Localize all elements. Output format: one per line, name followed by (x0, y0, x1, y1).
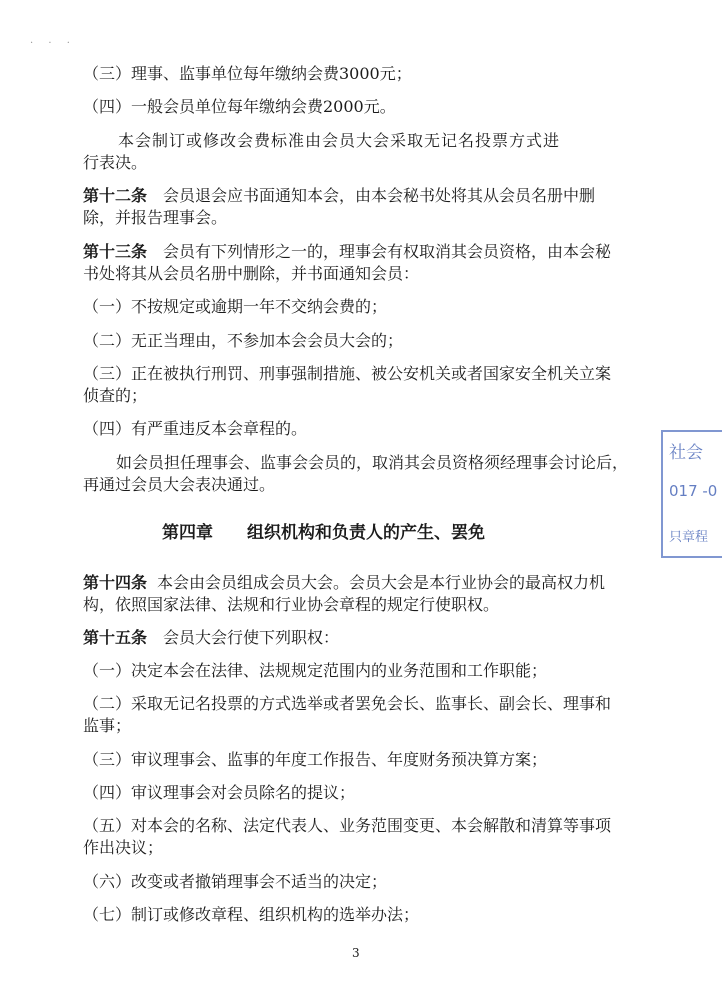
article-13-text: 会员有下列情形之一的，理事会有权取消其会员资格，由本会秘 (163, 242, 612, 261)
fee-standard-paragraph: 本会制订或修改会费标准由会员大会采取无记名投票方式进 (118, 131, 561, 150)
article-13-item-3: （三）正在被执行刑罚、刑事强制措施、被公安机关或者国家安全机关立案 (83, 364, 612, 383)
article-13-cont: 书处将其从会员名册中删除，并书面通知会员： (83, 264, 420, 283)
article-13-title: 第十三条 (83, 242, 148, 261)
article-12-cont: 除，并报告理事会。 (83, 208, 228, 227)
article-13 (83, 242, 611, 262)
article-14-cont: 构，依照国家法律、法规和行业协会章程的规定行使职权。 (83, 595, 500, 614)
article-15-item-5-cont: 作出决议； (83, 838, 164, 857)
article-15-title: 第十五条 (83, 628, 148, 647)
stamp-line-3: 只章程 (669, 530, 709, 545)
chapter-4-heading (162, 523, 485, 543)
stamp-line-1: 社会 (669, 443, 703, 463)
scan-artifact: · · · (30, 38, 76, 49)
article-15-item-2-cont: 监事； (83, 716, 132, 735)
article-12 (83, 186, 595, 206)
article-15-item-5: （五）对本会的名称、法定代表人、业务范围变更、本会解散和清算等事项 (83, 816, 612, 835)
article-12-text: 会员退会应书面通知本会，由本会秘书处将其从会员名册中删 (163, 186, 596, 205)
article-12-title: 第十二条 (83, 186, 148, 205)
article-15-item-7: （七）制订或修改章程、组织机构的选举办法； (83, 905, 420, 924)
fee-item-4: （四）一般会员单位每年缴纳会费2000元。 (83, 97, 396, 116)
article-15 (83, 628, 339, 648)
article-13-item-3-cont: 侦查的； (83, 386, 148, 405)
article-15-item-3: （三）审议理事会、监事的年度工作报告、年度财务预决算方案； (83, 750, 548, 769)
registration-stamp (661, 430, 722, 558)
article-14-text: 本会由会员组成会员大会。会员大会是本行业协会的最高权力机 (157, 573, 606, 592)
member-director-paragraph-cont: 再通过会员大会表决通过。 (83, 475, 276, 494)
article-15-item-1: （一）决定本会在法律、法规规定范围内的业务范围和工作职能； (83, 661, 548, 680)
chapter-4-title: 组织机构和负责人的产生、罢免 (247, 523, 485, 543)
article-15-item-6: （六）改变或者撤销理事会不适当的决定； (83, 872, 388, 891)
article-13-item-1: （一）不按规定或逾期一年不交纳会费的； (83, 297, 388, 316)
article-15-item-4: （四）审议理事会对会员除名的提议； (83, 783, 356, 802)
member-director-paragraph: 如会员担任理事会、监事会会员的，取消其会员资格须经理事会讨论后， (116, 453, 629, 472)
article-13-item-2: （二）无正当理由，不参加本会会员大会的； (83, 331, 404, 350)
page-number: 3 (352, 946, 360, 960)
article-14-title: 第十四条 (83, 573, 148, 592)
article-14 (83, 573, 605, 593)
fee-item-3: （三）理事、监事单位每年缴纳会费3000元； (83, 64, 412, 83)
article-15-text: 会员大会行使下列职权： (163, 628, 340, 647)
article-15-item-2: （二）采取无记名投票的方式选举或者罢免会长、监事长、副会长、理事和 (83, 694, 612, 713)
chapter-4-number: 第四章 (162, 523, 213, 543)
article-13-item-4: （四）有严重违反本会章程的。 (83, 419, 308, 438)
fee-standard-paragraph-cont: 行表决。 (83, 153, 148, 172)
stamp-line-2: 017 -0 (669, 482, 718, 500)
